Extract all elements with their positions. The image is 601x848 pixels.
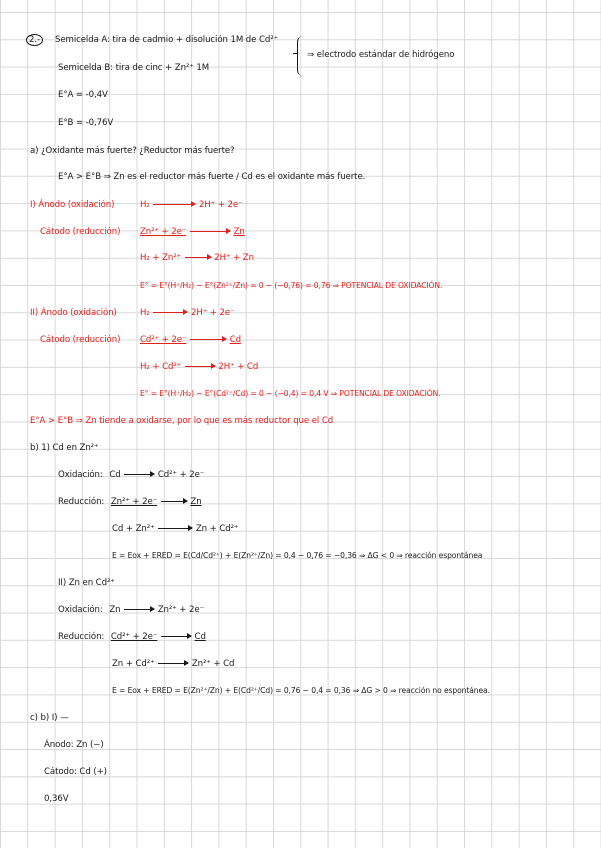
problem-header: [26, 34, 278, 46]
ii-anode-lhs: H₂: [140, 308, 150, 318]
ii-cathode-label: Cátodo (reducción): [40, 335, 121, 345]
arrow-icon: [190, 339, 226, 340]
i-global-lhs: H₂ + Zn²⁺: [140, 253, 181, 263]
b2-red-rhs: Cd: [194, 632, 206, 642]
i-cathode-label: Cátodo (reducción): [40, 227, 121, 237]
part-b-title: b) 1) Cd en Zn²⁺: [30, 443, 99, 453]
ii-anode-label: II) Ánodo (oxidación): [30, 308, 117, 318]
b2-global: [112, 659, 234, 669]
i-anode-lhs: H₂: [140, 200, 150, 210]
b1-global: [112, 524, 238, 534]
i-cathode-rhs: Zn: [233, 227, 245, 237]
arrow-icon: [185, 366, 215, 367]
ii-cathode-rhs: Cd: [229, 335, 241, 345]
ii-global-reaction: [140, 362, 258, 372]
b2-oxidation: [58, 605, 204, 615]
i-anode-rhs: 2H⁺ + 2e⁻: [199, 200, 243, 210]
arrow-icon: [158, 663, 188, 664]
arrow-icon: [161, 636, 191, 637]
part-c-anode: Ánodo: Zn (−): [44, 740, 104, 750]
b2-reduction: [58, 632, 206, 642]
i-potential: E° = E°(H⁺/H₂) − E°(Zn²⁺/Zn) = 0 − (−0,76) = 0,76 ⇒ POTENCIAL DE OXIDACIÓN.: [140, 281, 443, 290]
bracket-note: ⇒ electrodo estándar de hidrógeno: [307, 50, 455, 60]
ii-anode-reaction: [140, 308, 235, 318]
ii-global-lhs: H₂ + Cd²⁺: [140, 362, 182, 372]
part-c-cathode: Cátodo: Cd (+): [44, 767, 107, 777]
b2-red-lhs: Cd²⁺ + 2e⁻: [110, 632, 158, 642]
part-c-value: 0,36V: [44, 794, 69, 804]
problem-number: 2.-: [26, 34, 43, 46]
b2-potential: E = Eox + ERED = E(Zn²⁺/Zn) + E(Cd²⁺/Cd) = 0,76 − 0,4 = 0,36 ⇒ ΔG > 0 ⇒ reacción no espontánea.: [112, 686, 490, 695]
b1-red-label: Reducción:: [58, 497, 105, 507]
ii-potential: E° = E°(H⁺/H₂) − E°(Cd²⁺/Cd) = 0 − (−0,4) = 0,4 V ⇒ POTENCIAL DE OXIDACIÓN.: [140, 389, 441, 398]
arrow-icon: [190, 231, 230, 232]
b1-glob-rhs: Zn + Cd²⁺: [195, 524, 239, 534]
ii-cathode-reaction: [140, 335, 241, 345]
part-c-title: c) b) I) —: [30, 713, 69, 723]
b1-red-rhs: Zn: [190, 497, 202, 507]
conclusion-a: E°A > E°B ⇒ Zn tiende a oxidarse, por lo que es más reductor que el Cd: [30, 416, 334, 426]
i-cathode-reaction: [140, 227, 245, 237]
b1-ox-rhs: Cd²⁺ + 2e⁻: [157, 470, 205, 480]
standard-potential-b: E°B = -0,76V: [58, 118, 114, 128]
b1-ox-lhs: Cd: [109, 470, 121, 480]
i-global-rhs: 2H⁺ + Zn: [214, 253, 254, 263]
b2-red-label: Reducción:: [58, 632, 105, 642]
i-global-reaction: [140, 253, 254, 263]
ii-global-rhs: 2H⁺ + Cd: [218, 362, 259, 372]
brace: [297, 36, 306, 76]
b2-glob-rhs: Zn²⁺ + Cd: [191, 659, 235, 669]
semicelda-b: Semicelda B: tira de cinc + Zn²⁺ 1M: [58, 63, 210, 73]
question-a: a) ¿Oxidante más fuerte? ¿Reductor más fuerte?: [30, 146, 235, 156]
b1-reduction: [58, 497, 202, 507]
i-cathode-lhs: Zn²⁺ + 2e⁻: [140, 227, 187, 237]
i-anode-reaction: [140, 200, 243, 210]
arrow-icon: [153, 204, 195, 205]
arrow-icon: [124, 609, 154, 610]
ii-cathode-lhs: Cd²⁺ + 2e⁻: [140, 335, 187, 345]
b2-glob-lhs: Zn + Cd²⁺: [112, 659, 155, 669]
ii-anode-rhs: 2H⁺ + 2e⁻: [191, 308, 235, 318]
standard-potential-a: E°A = -0,4V: [58, 90, 108, 100]
part-b2-title: II) Zn en Cd²⁺: [58, 578, 115, 588]
b2-ox-lhs: Zn: [109, 605, 121, 615]
b1-potential: E = Eox + ERED = E(Cd/Cd²⁺) + E(Zn²⁺/Zn) = 0,4 − 0,76 = −0,36 ⇒ ΔG < 0 ⇒ reacción espontánea: [112, 551, 483, 560]
arrow-icon: [161, 501, 187, 502]
arrow-icon: [158, 528, 192, 529]
arrow-icon: [185, 257, 211, 258]
answer-a: E°A > E°B ⇒ Zn es el reductor más fuerte / Cd es el oxidante más fuerte.: [58, 172, 366, 182]
b1-oxidation: [58, 470, 204, 480]
i-anode-label: I) Ánodo (oxidación): [30, 200, 115, 210]
semicelda-a: Semicelda A: tira de cadmio + disolución 1M de Cd²⁺: [55, 35, 278, 45]
b1-glob-lhs: Cd + Zn²⁺: [112, 524, 155, 534]
b2-ox-rhs: Zn²⁺ + 2e⁻: [157, 605, 205, 615]
arrow-icon: [153, 312, 187, 313]
b1-red-lhs: Zn²⁺ + 2e⁻: [110, 497, 158, 507]
b2-ox-label: Oxidación:: [58, 605, 103, 615]
b1-ox-label: Oxidación:: [58, 470, 103, 480]
arrow-icon: [124, 474, 154, 475]
